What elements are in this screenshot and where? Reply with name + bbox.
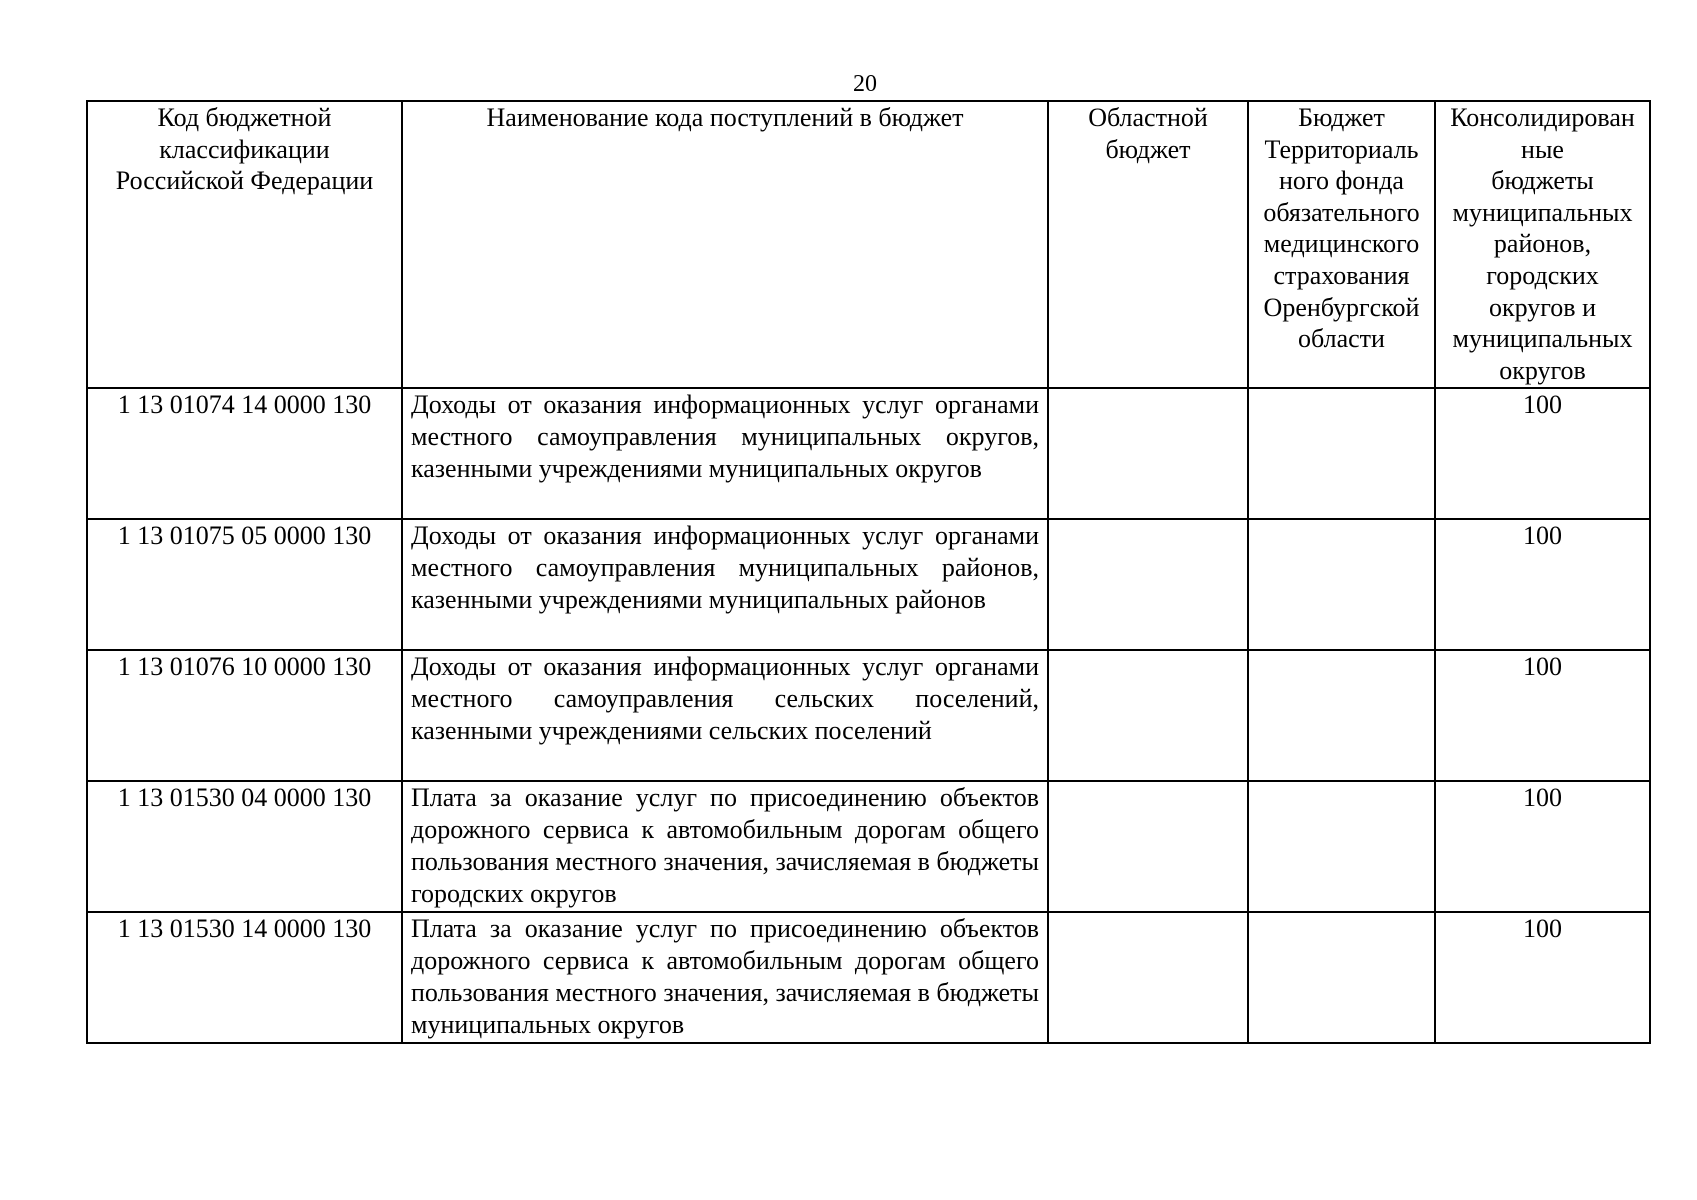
row-consolidated-value: 100: [1435, 388, 1650, 519]
row-code: 1 13 01076 10 0000 130: [87, 650, 402, 781]
row-name: Доходы от оказания информационных услуг органами местного самоуправления муниципальных округов, казенными учреждениями муниципальных округов: [402, 388, 1048, 519]
header-name: Наименование кода поступлений в бюджет: [402, 101, 1048, 388]
row-code: 1 13 01530 14 0000 130: [87, 912, 402, 1043]
row-fund-value: [1248, 781, 1435, 912]
row-name: Плата за оказание услуг по присоединению объектов дорожного сервиса к автомобильным дорогам общего пользования местного значения, зачисляемая в бюджеты муниципальных округов: [402, 912, 1048, 1043]
table-row: [87, 650, 1650, 781]
row-consolidated-value: 100: [1435, 519, 1650, 650]
row-fund-value: [1248, 388, 1435, 519]
row-code: 1 13 01075 05 0000 130: [87, 519, 402, 650]
row-fund-value: [1248, 519, 1435, 650]
row-regional-value: [1048, 519, 1248, 650]
header-medical-fund-budget: Бюджет Территориаль ного фонда обязательного медицинского страхования Оренбургской области: [1248, 101, 1435, 388]
row-regional-value: [1048, 781, 1248, 912]
row-name: Доходы от оказания информационных услуг органами местного самоуправления сельских поселений, казенными учреждениями сельских поселений: [402, 650, 1048, 781]
page-number: 20: [853, 71, 877, 97]
header-consolidated-budgets: Консолидирован ные бюджеты муниципальных районов, городских округов и муниципальных округов: [1435, 101, 1650, 388]
row-fund-value: [1248, 650, 1435, 781]
table-row: [87, 388, 1650, 519]
row-regional-value: [1048, 912, 1248, 1043]
row-regional-value: [1048, 650, 1248, 781]
row-regional-value: [1048, 388, 1248, 519]
row-code: 1 13 01074 14 0000 130: [87, 388, 402, 519]
row-fund-value: [1248, 912, 1435, 1043]
row-consolidated-value: 100: [1435, 650, 1650, 781]
row-name: Доходы от оказания информационных услуг органами местного самоуправления муниципальных районов, казенными учреждениями муниципальных районов: [402, 519, 1048, 650]
table-row: [87, 781, 1650, 912]
table-row: [87, 912, 1650, 1043]
header-regional-budget: Областной бюджет: [1048, 101, 1248, 388]
table-row: [87, 519, 1650, 650]
row-name: Плата за оказание услуг по присоединению объектов дорожного сервиса к автомобильным дорогам общего пользования местного значения, зачисляемая в бюджеты городских округов: [402, 781, 1048, 912]
budget-classification-table: [86, 100, 1651, 1044]
header-code: Код бюджетной классификации Российской Федерации: [87, 101, 402, 388]
table-header-row: [87, 101, 1650, 388]
row-code: 1 13 01530 04 0000 130: [87, 781, 402, 912]
row-consolidated-value: 100: [1435, 912, 1650, 1043]
row-consolidated-value: 100: [1435, 781, 1650, 912]
